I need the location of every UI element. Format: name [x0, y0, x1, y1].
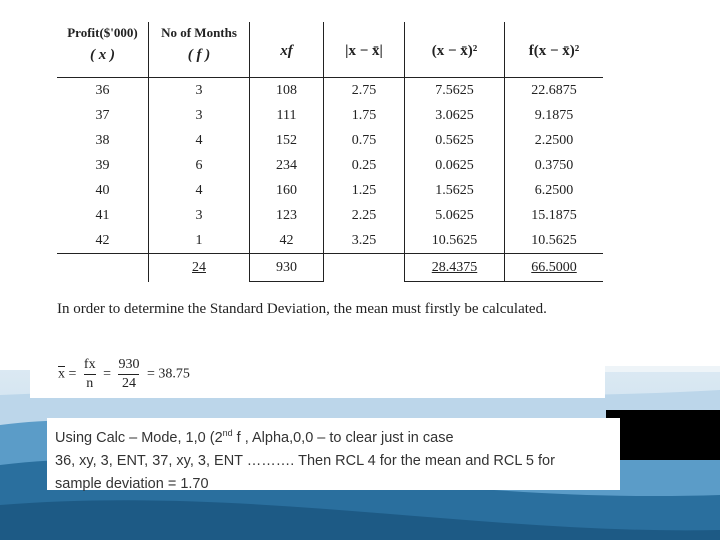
- table-row: [57, 178, 603, 203]
- total-fsqdev: 66.5000: [505, 254, 604, 282]
- header-sqdev: (x − x̄)²: [405, 22, 505, 78]
- slide-black-band: [606, 410, 720, 460]
- header-profit: Profit($'000) ( x ): [57, 22, 149, 78]
- cell-fsqdev: 2.2500: [534, 132, 574, 148]
- formula-result: = 38.75: [146, 366, 190, 382]
- cell-sqdev: 10.5625: [405, 228, 505, 254]
- cell-xf: 234: [250, 153, 324, 178]
- cell-sqdev: 3.0625: [405, 103, 505, 128]
- table-row: [57, 153, 603, 178]
- cell-months: 1: [149, 228, 250, 254]
- cell-xf: 123: [250, 203, 324, 228]
- cell-fsqdev: 22.6875: [505, 78, 604, 104]
- caption-line-3: sample deviation = 1.70: [55, 475, 209, 492]
- mean-formula: $\overline{x}$ = $\frac{fx}{n}$ = $\frac{930}{24}$ = 38.75: [58, 357, 190, 391]
- table-row: [57, 78, 603, 104]
- header-fsqdev: f(x − x̄)²: [528, 43, 580, 59]
- cell-fsqdev: 9.1875: [534, 107, 574, 123]
- header-months: No of Months ( f ): [149, 22, 250, 78]
- formula-fraction-numeric: $\frac{930}{24}$: [118, 357, 140, 391]
- cell-sqdev: 7.5625: [405, 78, 505, 104]
- cell-absdev: 2.25: [324, 203, 405, 228]
- cell-absdev: 2.75: [324, 78, 405, 104]
- cell-months: 4: [149, 128, 250, 153]
- cell-absdev: 0.25: [324, 153, 405, 178]
- cell-sqdev: 0.5625: [405, 128, 505, 153]
- cell-fsqdev: 6.2500: [534, 182, 574, 198]
- table-row: [57, 103, 603, 128]
- cell-absdev: 3.25: [324, 228, 405, 254]
- table-header-row: [57, 22, 603, 78]
- caption-line-2: 36, xy, 3, ENT, 37, xy, 3, ENT ………. Then RCL 4 for the mean and RCL 5 for: [55, 452, 555, 469]
- table-totals-row: [57, 254, 603, 282]
- cell-profit: 42: [57, 228, 149, 254]
- header-absdev: |x − x̄|: [324, 22, 405, 78]
- total-sqdev: 28.4375: [405, 254, 505, 282]
- explanation-paragraph: In order to determine the Standard Deviation, the mean must firstly be calculated.: [57, 301, 547, 317]
- cell-xf: 42: [250, 228, 324, 254]
- header-xf: xf: [250, 22, 324, 78]
- frequency-table: [57, 22, 603, 282]
- calculator-instructions: [47, 418, 620, 490]
- total-f: 24: [149, 254, 250, 282]
- cell-sqdev: 5.0625: [405, 203, 505, 228]
- cell-months: 6: [149, 153, 250, 178]
- formula-xbar: $\overline{x}$: [58, 366, 65, 382]
- cell-months: 3: [149, 103, 250, 128]
- cell-profit: 38: [57, 128, 149, 153]
- cell-xf: 108: [250, 78, 324, 104]
- cell-months: 3: [149, 78, 250, 104]
- cell-profit: 37: [57, 103, 149, 128]
- table-row: [57, 203, 603, 228]
- cell-fsqdev: 15.1875: [531, 207, 577, 223]
- total-xf: 930: [250, 254, 324, 282]
- table-row: [57, 228, 603, 254]
- cell-profit: 39: [57, 153, 149, 178]
- slide-stripe: [596, 366, 720, 372]
- cell-sqdev: 0.0625: [405, 153, 505, 178]
- cell-months: 4: [149, 178, 250, 203]
- table-row: [57, 128, 603, 153]
- cell-absdev: 1.75: [324, 103, 405, 128]
- table-body: [57, 78, 603, 254]
- cell-fsqdev: 10.5625: [531, 232, 577, 248]
- scanned-page: [30, 0, 605, 398]
- cell-profit: 36: [57, 78, 149, 104]
- cell-xf: 152: [250, 128, 324, 153]
- cell-months: 3: [149, 203, 250, 228]
- caption-line-1: Using Calc – Mode, 1,0 (2nd f , Alpha,0,0 – to clear just in case: [55, 428, 454, 446]
- cell-fsqdev: 0.3750: [534, 157, 574, 173]
- cell-absdev: 0.75: [324, 128, 405, 153]
- cell-absdev: 1.25: [324, 178, 405, 203]
- cell-sqdev: 1.5625: [405, 178, 505, 203]
- cell-profit: 40: [57, 178, 149, 203]
- cell-profit: 41: [57, 203, 149, 228]
- formula-fraction-symbolic: $\frac{fx}{n}$: [83, 357, 96, 391]
- cell-xf: 160: [250, 178, 324, 203]
- cell-xf: 111: [250, 103, 324, 128]
